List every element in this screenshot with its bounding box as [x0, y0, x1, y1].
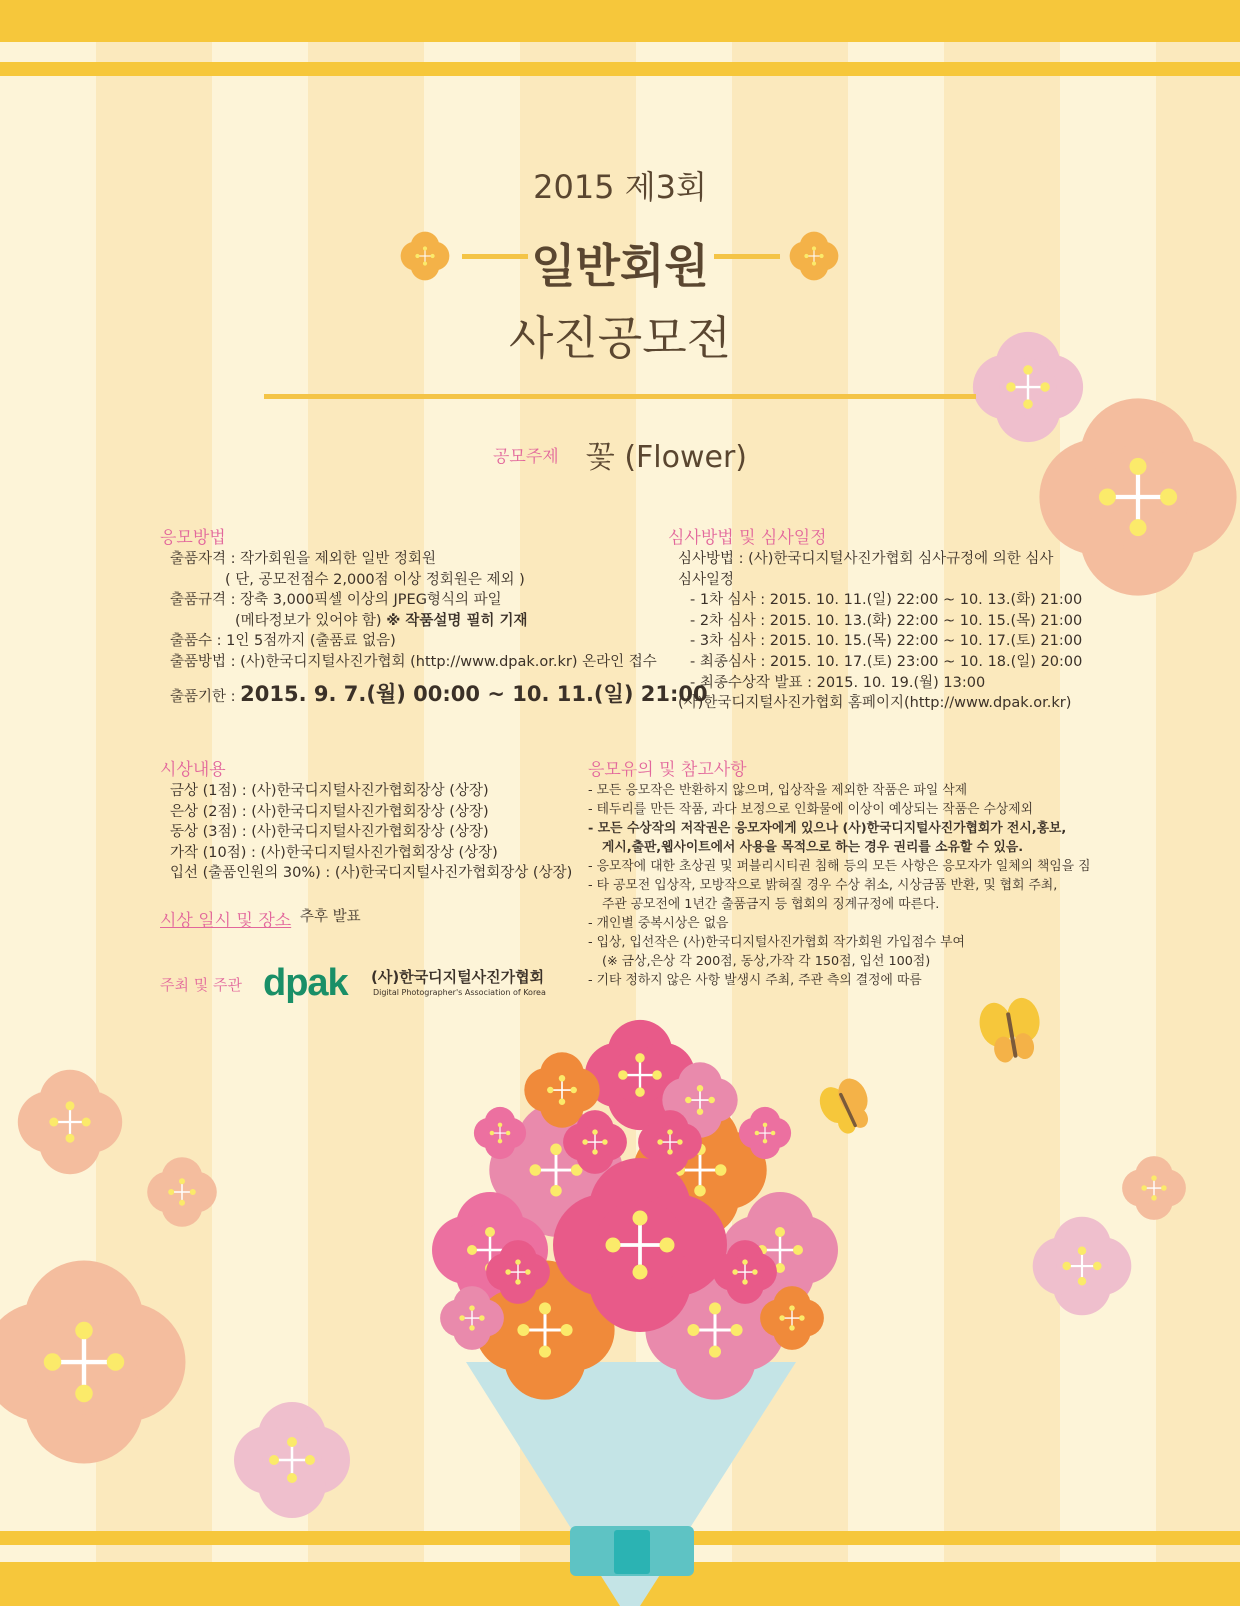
judging-line: - 최종수상작 발표 : 2015. 10. 19.(월) 13:00	[690, 674, 986, 691]
judging-line: - 3차 심사 : 2015. 10. 15.(목) 22:00 ~ 10. 17.(토) 21:00	[690, 633, 1083, 650]
entry-section-title: 응모방법	[160, 528, 226, 548]
entry-line: ( 단, 공모전점수 2,000점 이상 정회원은 제외 )	[225, 571, 525, 588]
note-line: - 입상, 입선작은 (사)한국디지털사진가협회 작가회원 가입점수 부여	[588, 935, 965, 950]
award-line: 입선 (출품인원의 30%) : (사)한국디지털사진가협회장상 (상장)	[170, 865, 573, 882]
title-divider	[264, 394, 976, 399]
bouquet-flowers	[432, 1020, 838, 1400]
judging-line: 심사일정	[678, 571, 735, 588]
judging-line: (사)한국디지털사진가협회 홈페이지(http://www.dpak.or.kr)	[678, 695, 1072, 712]
butterfly-icon	[814, 1074, 879, 1140]
award-line: 가작 (10점) : (사)한국디지털사진가협회장상 (상장)	[170, 844, 498, 861]
judging-line: - 1차 심사 : 2015. 10. 11.(일) 22:00 ~ 10. 13.(화) 21:00	[690, 592, 1083, 609]
entry-line: 출품수 : 1인 5점까지 (출품료 없음)	[170, 633, 396, 650]
flower-icon	[0, 1261, 186, 1464]
dpak-logo	[263, 962, 546, 1005]
deadline-row	[170, 684, 708, 708]
flower-icon	[18, 1070, 122, 1174]
flower-icon	[1122, 1156, 1186, 1220]
judging-details	[678, 549, 1082, 714]
page-title: 일반회원	[531, 239, 709, 293]
notes-list	[588, 781, 1091, 990]
theme-row	[0, 432, 1240, 476]
note-line: - 타 공모전 입상작, 모방작으로 밝혀질 경우 수상 취소, 시상금품 반환, 및 협회 주최,	[588, 878, 1058, 893]
entry-line: 출품자격 : 작가회원을 제외한 일반 정회원	[170, 551, 437, 567]
entry-details	[170, 549, 657, 673]
org-name: (사)한국디지털사진가협회	[371, 968, 545, 986]
awards-list	[170, 781, 572, 884]
entry-line: (메타정보가 있어야 함)	[235, 612, 382, 629]
theme-value: 꽃 (Flower)	[585, 440, 747, 475]
judging-line: 심사방법 : (사)한국디지털사진가협회 심사규정에 의한 심사	[678, 551, 1054, 567]
flower-icon	[147, 1157, 217, 1227]
note-line: - 개인별 중복시상은 없음	[588, 916, 729, 931]
theme-label: 공모주제	[493, 446, 559, 467]
judging-line: - 최종심사 : 2015. 10. 17.(토) 23:00 ~ 10. 18.(일) 20:00	[690, 653, 1083, 670]
entry-line-emphasis: ※ 작품설명 필히 기재	[386, 612, 528, 629]
deadline-value: 2015. 9. 7.(월) 00:00 ~ 10. 11.(일) 21:00	[240, 682, 708, 706]
deadline-label: 출품기한 :	[170, 689, 236, 705]
awards-section-title: 시상내용	[160, 760, 226, 780]
judging-line: - 2차 심사 : 2015. 10. 13.(화) 22:00 ~ 10. 15.(목) 21:00	[690, 612, 1083, 629]
note-line-emphasis: - 모든 수상작의 저작권은 응모자에게 있으나 (사)한국디지털사진가협회가 전시,홍보,	[588, 821, 1067, 836]
award-line: 은상 (2점) : (사)한국디지털사진가협회장상 (상장)	[170, 803, 489, 820]
award-line: 금상 (1점) : (사)한국디지털사진가협회장상 (상장)	[170, 783, 489, 799]
flower-icon	[1033, 1217, 1132, 1316]
note-line: - 응모작에 대한 초상권 및 퍼블리시티권 침해 등의 모든 사항은 응모자가 일체의 책임을 짐	[588, 859, 1091, 874]
note-line: (※ 금상,은상 각 200점, 동상,가작 각 150점, 입선 100점)	[602, 954, 931, 969]
note-line-emphasis: 게시,출판,웹사이트에서 사용을 목적으로 하는 경우 권리를 소유할 수 있음.	[602, 840, 1024, 855]
note-line: - 모든 응모작은 반환하지 않으며, 입상작을 제외한 작품은 파일 삭제	[588, 783, 968, 798]
flower-icon	[234, 1402, 350, 1518]
note-line: 주관 공모전에 1년간 출품금지 등 협회의 징계규정에 따른다.	[602, 897, 940, 912]
notes-section-title: 응모유의 및 참고사항	[588, 760, 747, 780]
butterfly-icon	[976, 995, 1046, 1065]
title-dash-right	[714, 254, 780, 259]
note-line: - 테두리를 만든 작품, 과다 보정으로 인화물에 이상이 예상되는 작품은 수상제외	[588, 802, 1033, 817]
judging-section-title: 심사방법 및 심사일정	[668, 528, 827, 548]
host-label: 주최 및 주관	[160, 976, 242, 994]
ceremony-value: 추후 발표	[300, 909, 361, 925]
entry-line: 출품방법 : (사)한국디지털사진가협회 (http://www.dpak.or.kr) 온라인 접수	[170, 653, 657, 670]
ceremony-title: 시상 일시 및 장소	[160, 911, 292, 931]
page-subtitle: 사진공모전	[508, 311, 732, 365]
award-line: 동상 (3점) : (사)한국디지털사진가협회장상 (상장)	[170, 824, 489, 841]
org-name-english: Digital Photographer's Association of Korea	[373, 988, 546, 997]
dpak-logo-wordmark: dpak	[263, 962, 348, 1004]
entry-line: 출품규격 : 장축 3,000픽셀 이상의 JPEG형식의 파일	[170, 592, 502, 609]
edition-label: 2015 제3회	[533, 168, 707, 206]
note-line: - 기타 정하지 않은 사항 발생시 주최, 주관 측의 결정에 따름	[588, 973, 922, 988]
